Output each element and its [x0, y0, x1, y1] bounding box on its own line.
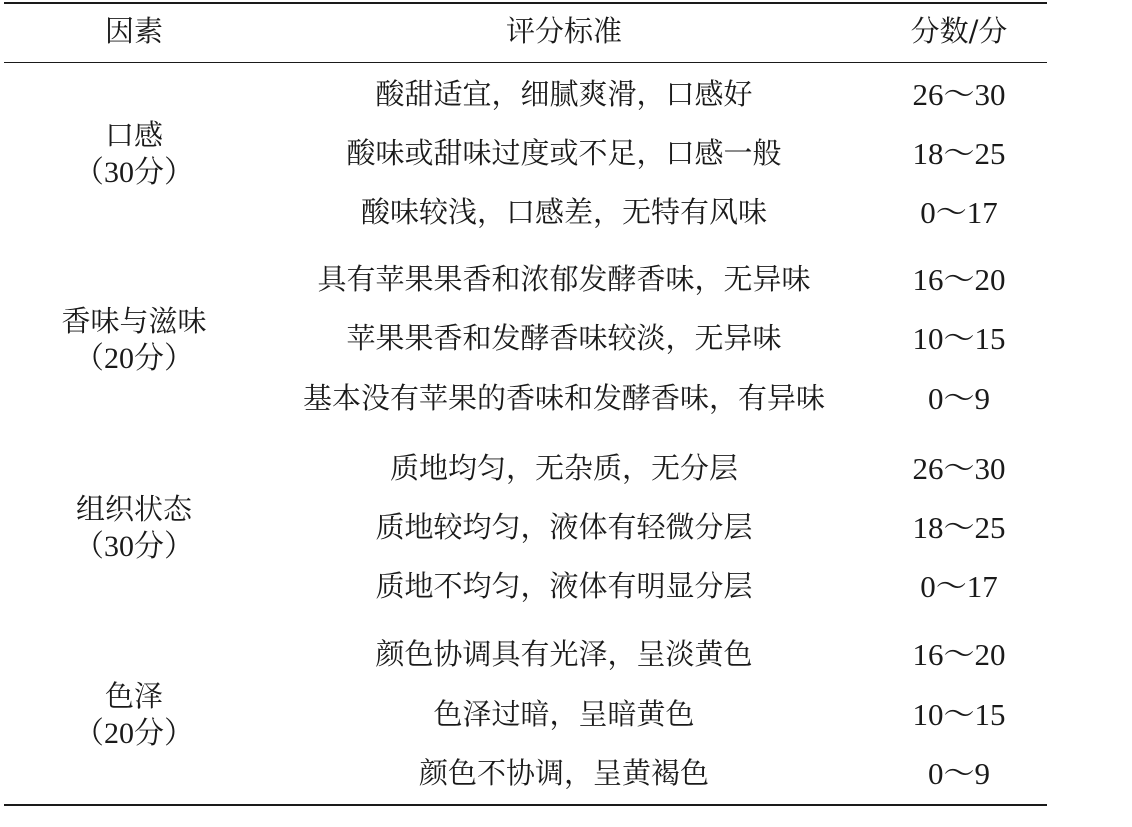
criteria-cell: 酸味较浅，口感差，无特有风味 [360, 195, 767, 229]
factor-cell-color [29, 677, 239, 753]
score-cell: 0～9 [928, 756, 990, 791]
factor-name: 口感 [104, 118, 163, 152]
factor-weight: （30分） [74, 156, 194, 189]
score-cell: 0～9 [928, 381, 990, 416]
criteria-cell: 色泽过暗，呈暗黄色 [433, 697, 695, 731]
factor-cell-texture [29, 490, 239, 566]
criteria-cell: 酸甜适宜，细腻爽滑，口感好 [375, 77, 753, 111]
score-cell: 10～15 [912, 697, 1006, 732]
scoring-table [4, 0, 1047, 827]
criteria-cell: 具有苹果果香和浓郁发酵香味，无异味 [317, 262, 811, 296]
header-score: 分数/分 [910, 14, 1008, 48]
criteria-cell: 质地不均匀，液体有明显分层 [375, 569, 753, 603]
score-cell: 0～17 [920, 569, 998, 604]
factor-weight: （20分） [74, 342, 194, 375]
score-cell: 18～25 [912, 510, 1006, 545]
criteria-cell: 颜色不协调，呈黄褐色 [418, 756, 709, 790]
criteria-cell: 酸味或甜味过度或不足，口感一般 [346, 136, 782, 170]
factor-cell-taste [29, 116, 239, 192]
criteria-cell: 颜色协调具有光泽，呈淡黄色 [375, 637, 753, 671]
factor-weight: （20分） [74, 717, 194, 750]
criteria-cell: 苹果果香和发酵香味较淡，无异味 [346, 321, 782, 355]
factor-weight: （30分） [74, 530, 194, 563]
score-cell: 16～20 [912, 637, 1006, 672]
criteria-cell: 基本没有苹果的香味和发酵香味，有异味 [302, 381, 825, 415]
header-factor: 因素 [104, 14, 163, 48]
score-cell: 18～25 [912, 136, 1006, 171]
table-bottom-rule [4, 804, 1047, 806]
table-header-rule [4, 62, 1047, 63]
score-cell: 26～30 [912, 77, 1006, 112]
factor-cell-aroma [29, 302, 239, 378]
table-top-rule [4, 2, 1047, 4]
factor-name: 组织状态 [75, 492, 192, 526]
score-cell: 26～30 [912, 451, 1006, 486]
criteria-cell: 质地较均匀，液体有轻微分层 [375, 510, 753, 544]
score-cell: 0～17 [920, 195, 998, 230]
factor-name: 色泽 [104, 679, 163, 713]
criteria-cell: 质地均匀，无杂质，无分层 [389, 451, 738, 485]
header-criteria: 评分标准 [505, 14, 622, 48]
factor-name: 香味与滋味 [61, 304, 207, 338]
score-cell: 10～15 [912, 321, 1006, 356]
score-cell: 16～20 [912, 262, 1006, 297]
